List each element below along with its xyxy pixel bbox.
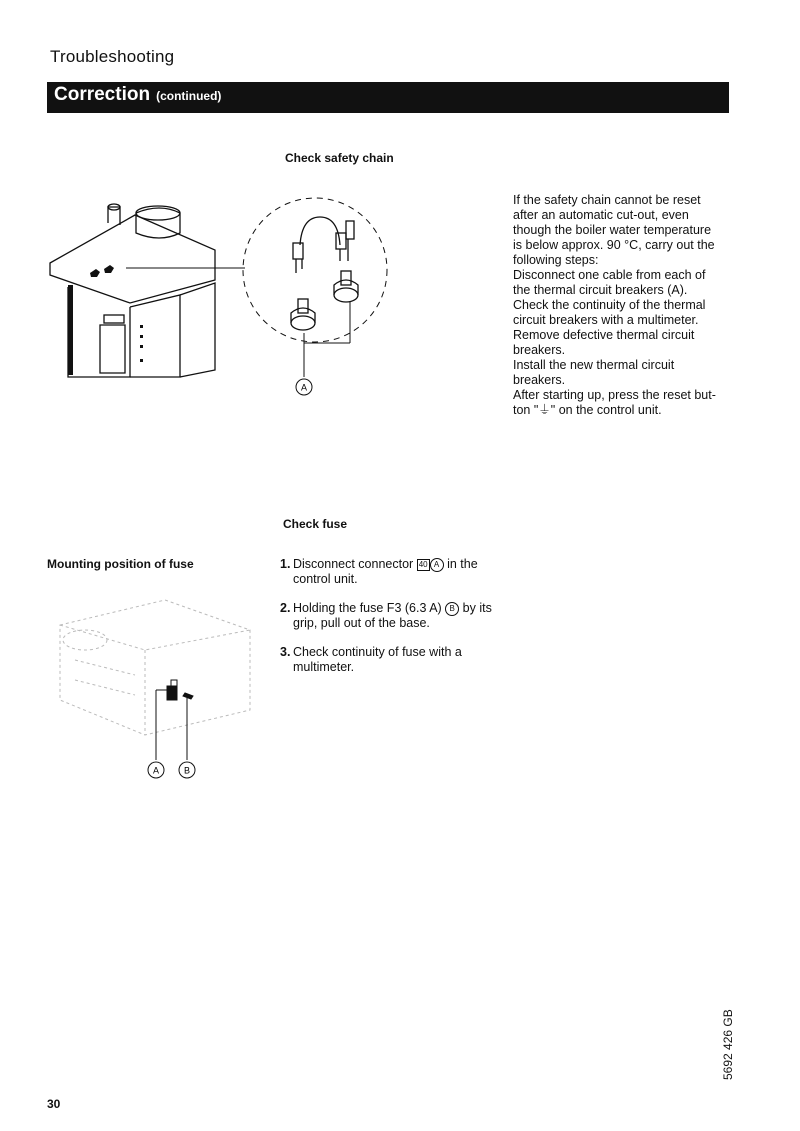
instruction-line: after an automatic cut-out, even — [513, 208, 689, 222]
instruction-line: breakers. — [513, 373, 566, 387]
instruction-line: Check the continuity of the thermal — [513, 298, 706, 312]
callout-ref: B — [445, 602, 459, 616]
step-text: Disconnect connector — [293, 557, 417, 571]
instruction-line: though the boiler water temperature — [513, 223, 712, 237]
step-number: 3. — [280, 645, 291, 659]
fuse-step — [280, 601, 500, 631]
step-text: Holding the fuse F3 (6.3 A) — [293, 601, 446, 615]
fuse-position-illustration — [45, 590, 265, 785]
fuse-figure-caption: Mounting position of fuse — [47, 557, 194, 571]
instruction-line: following steps: — [513, 253, 599, 267]
fuse-step — [280, 557, 500, 587]
document-number: 5692 426 GB — [721, 1009, 735, 1080]
instruction-line: After starting up, press the reset but- — [513, 388, 716, 402]
page-number: 30 — [47, 1097, 61, 1111]
title-banner — [47, 82, 729, 113]
instruction-line: breakers. — [513, 343, 566, 357]
instruction-line: circuit breakers with a multimeter. — [513, 313, 699, 327]
step-text: by its grip, pull out of the base. — [293, 601, 492, 630]
step-text: in the control unit. — [293, 557, 478, 586]
instruction-line: is below approx. 90 °C, carry out the — [513, 238, 715, 252]
section-title: Troubleshooting — [50, 47, 175, 66]
check-fuse-heading: Check fuse — [283, 517, 348, 531]
step-text: Check continuity of fuse with a multimeter. — [293, 645, 462, 674]
callout-a: A — [152, 765, 160, 776]
instruction-line: Remove defective thermal circuit — [513, 328, 695, 342]
fuse-step — [280, 645, 500, 675]
instruction-line: Install the new thermal circuit — [513, 358, 675, 372]
step-number: 2. — [280, 601, 291, 615]
callout-a: A — [300, 382, 308, 393]
instruction-line: ton "⏚" on the control unit. — [513, 403, 662, 417]
boiler-safety-chain-illustration — [40, 195, 400, 405]
banner-subtitle: (continued) — [156, 89, 222, 103]
banner-title: Correction (continued) — [54, 84, 222, 105]
instruction-line: Disconnect one cable from each of — [513, 268, 706, 282]
safety-chain-heading: Check safety chain — [285, 151, 394, 165]
callout-ref: A — [430, 558, 444, 572]
safety-chain-instructions — [513, 193, 753, 418]
connector-number: 40 — [418, 560, 428, 569]
step-number: 1. — [280, 557, 291, 571]
callout-b: B — [183, 765, 191, 776]
fuse-steps — [280, 557, 500, 689]
instruction-line: If the safety chain cannot be reset — [513, 193, 701, 207]
instruction-line: the thermal circuit breakers (A). — [513, 283, 688, 297]
